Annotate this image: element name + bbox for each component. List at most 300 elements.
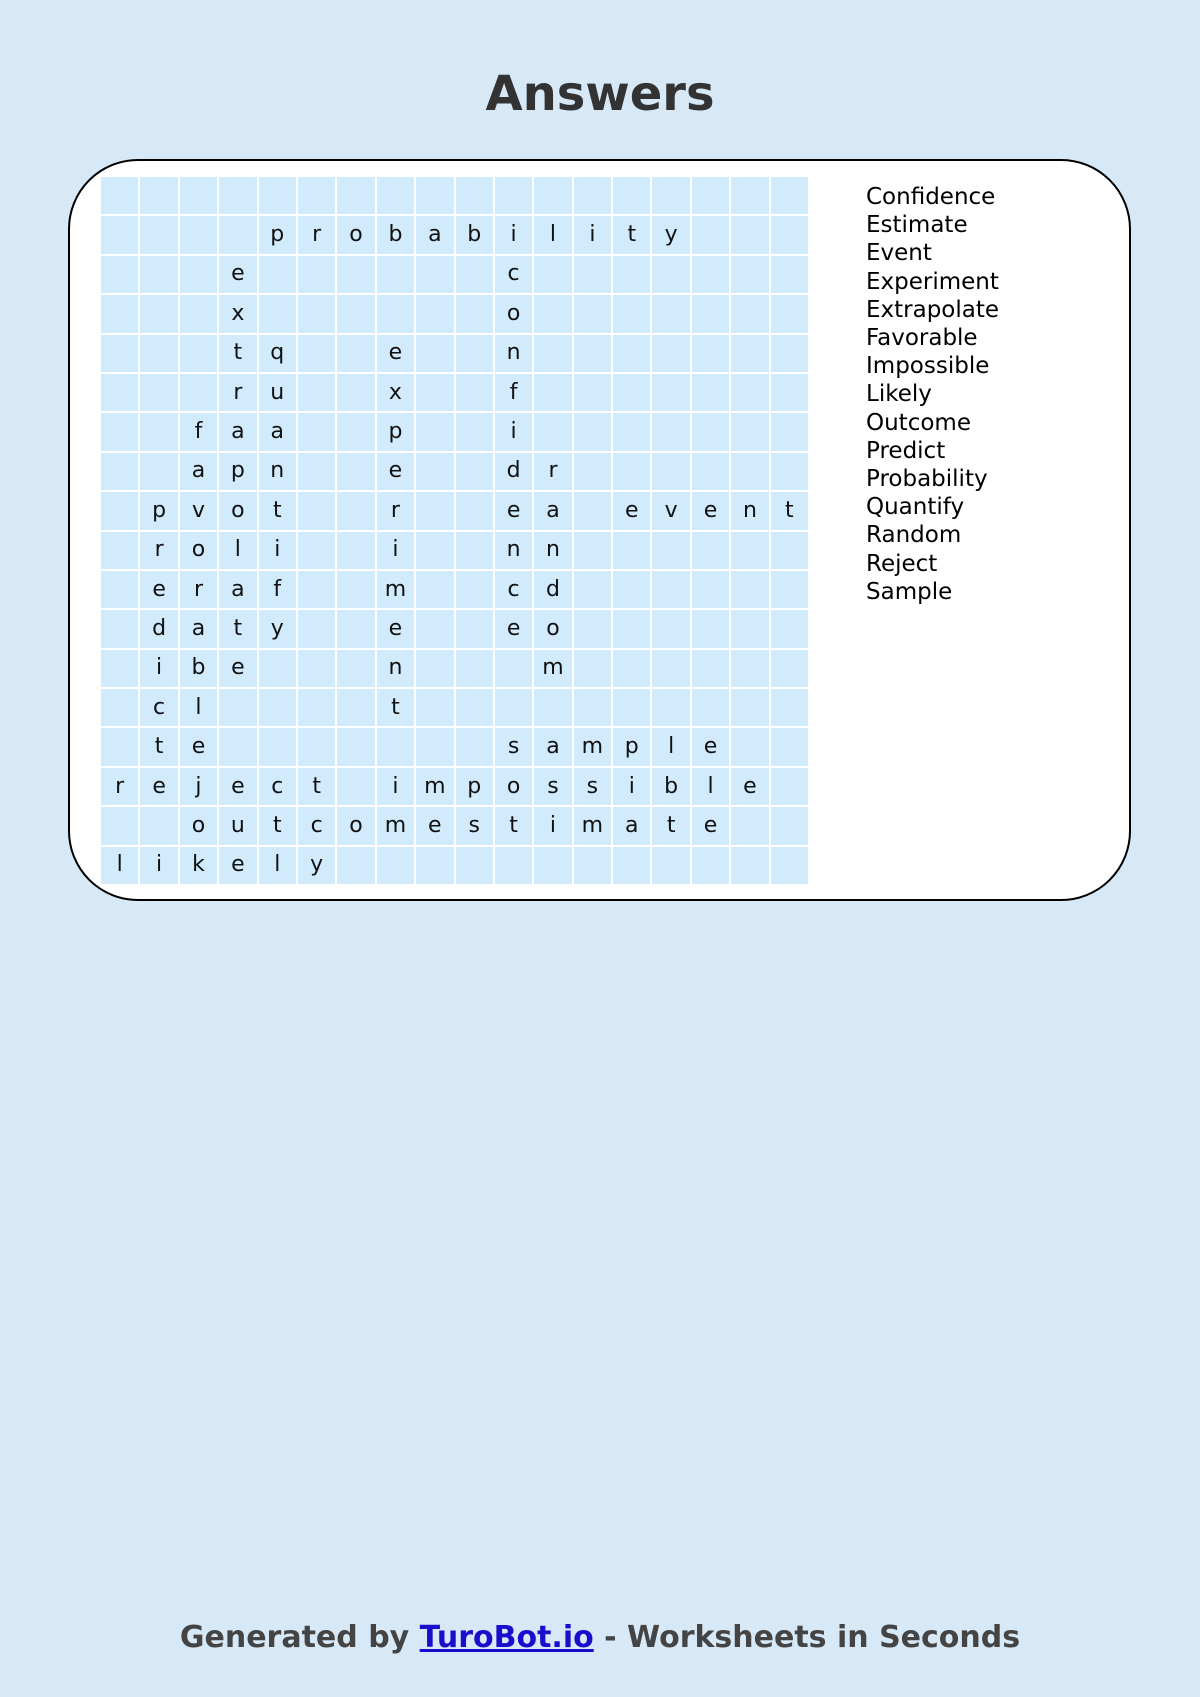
grid-cell: v [180, 492, 217, 529]
grid-cell [731, 689, 768, 726]
grid-cell [337, 532, 374, 569]
grid-cell [652, 532, 689, 569]
grid-cell [416, 728, 453, 765]
word-list-item: Event [866, 240, 932, 267]
grid-cell [771, 374, 808, 411]
grid-cell [534, 847, 571, 884]
grid-cell: a [534, 492, 571, 529]
grid-cell [692, 847, 729, 884]
grid-cell [613, 847, 650, 884]
grid-cell [652, 689, 689, 726]
grid-cell [652, 847, 689, 884]
grid-cell: e [140, 571, 177, 608]
grid-cell: a [613, 807, 650, 844]
grid-cell: e [219, 847, 256, 884]
grid-cell: e [416, 807, 453, 844]
grid-cell [456, 689, 493, 726]
grid-cell [456, 650, 493, 687]
grid-cell [456, 847, 493, 884]
grid-cell [416, 177, 453, 214]
grid-cell: v [652, 492, 689, 529]
grid-cell [613, 177, 650, 214]
grid-cell [259, 689, 296, 726]
footer [0, 1620, 1200, 1655]
grid-cell [298, 728, 335, 765]
grid-cell: a [219, 413, 256, 450]
grid-cell [101, 295, 138, 332]
grid-cell: s [456, 807, 493, 844]
grid-cell [495, 847, 532, 884]
grid-cell: p [456, 768, 493, 805]
grid-cell: l [259, 847, 296, 884]
grid-cell [652, 177, 689, 214]
grid-cell: t [377, 689, 414, 726]
grid-cell [140, 256, 177, 293]
grid-cell: e [377, 610, 414, 647]
grid-cell [692, 532, 729, 569]
grid-cell [337, 610, 374, 647]
grid-cell [692, 413, 729, 450]
grid-cell [574, 177, 611, 214]
grid-cell [652, 374, 689, 411]
grid-cell [416, 847, 453, 884]
grid-cell: r [140, 532, 177, 569]
grid-cell: o [495, 295, 532, 332]
grid-cell [456, 413, 493, 450]
grid-cell [456, 532, 493, 569]
grid-cell [219, 689, 256, 726]
grid-cell: m [574, 728, 611, 765]
grid-cell [534, 413, 571, 450]
grid-cell [101, 807, 138, 844]
grid-cell [652, 256, 689, 293]
grid-cell: f [180, 413, 217, 450]
grid-cell: d [140, 610, 177, 647]
word-list-item: Outcome [866, 409, 971, 436]
grid-cell [771, 532, 808, 569]
grid-cell: r [534, 453, 571, 490]
grid-cell [416, 453, 453, 490]
grid-cell [416, 492, 453, 529]
grid-cell: o [534, 610, 571, 647]
grid-cell: l [101, 847, 138, 884]
grid-cell [140, 177, 177, 214]
grid-cell [180, 295, 217, 332]
grid-cell: e [377, 335, 414, 372]
grid-cell: e [219, 768, 256, 805]
footer-suffix: - Worksheets in Seconds [593, 1620, 1021, 1655]
word-list-item: Sample [866, 578, 953, 605]
grid-cell: m [534, 650, 571, 687]
grid-cell [377, 256, 414, 293]
grid-cell [140, 413, 177, 450]
grid-cell [495, 689, 532, 726]
grid-cell: e [613, 492, 650, 529]
grid-cell [692, 374, 729, 411]
grid-cell [574, 335, 611, 372]
grid-cell [771, 453, 808, 490]
grid-cell: i [534, 807, 571, 844]
grid-cell: t [259, 492, 296, 529]
grid-cell [337, 374, 374, 411]
grid-cell [456, 610, 493, 647]
grid-cell [574, 610, 611, 647]
grid-cell: i [377, 532, 414, 569]
grid-cell: u [259, 374, 296, 411]
grid-cell [692, 650, 729, 687]
grid-cell: x [377, 374, 414, 411]
word-list-item: Experiment [866, 268, 999, 295]
grid-cell: x [219, 295, 256, 332]
grid-cell [180, 335, 217, 372]
grid-cell [574, 492, 611, 529]
grid-cell: e [692, 728, 729, 765]
grid-cell [219, 177, 256, 214]
grid-cell [298, 532, 335, 569]
grid-cell: d [534, 571, 571, 608]
grid-cell [534, 177, 571, 214]
grid-cell: i [140, 847, 177, 884]
grid-cell [337, 177, 374, 214]
grid-cell: e [692, 807, 729, 844]
grid-cell: p [140, 492, 177, 529]
grid-cell [180, 216, 217, 253]
grid-cell [771, 295, 808, 332]
grid-cell: t [259, 807, 296, 844]
grid-cell: p [377, 413, 414, 450]
grid-cell: b [652, 768, 689, 805]
grid-cell [416, 610, 453, 647]
grid-cell: f [495, 374, 532, 411]
grid-cell [771, 689, 808, 726]
grid-cell [337, 571, 374, 608]
grid-cell [140, 453, 177, 490]
grid-cell [140, 295, 177, 332]
grid-cell: t [613, 216, 650, 253]
grid-cell: b [456, 216, 493, 253]
grid-cell [731, 807, 768, 844]
grid-cell: c [495, 571, 532, 608]
grid-cell [416, 650, 453, 687]
grid-cell: d [495, 453, 532, 490]
grid-cell [416, 295, 453, 332]
grid-cell: a [259, 413, 296, 450]
grid-cell [692, 453, 729, 490]
grid-cell [337, 256, 374, 293]
grid-cell: r [101, 768, 138, 805]
grid-cell [534, 374, 571, 411]
grid-cell [298, 610, 335, 647]
grid-cell: k [180, 847, 217, 884]
grid-cell [771, 335, 808, 372]
grid-cell: e [219, 256, 256, 293]
grid-cell [574, 689, 611, 726]
word-list [866, 183, 999, 606]
grid-cell: i [377, 768, 414, 805]
grid-cell [259, 650, 296, 687]
grid-cell: n [731, 492, 768, 529]
grid-cell: c [140, 689, 177, 726]
grid-cell [534, 335, 571, 372]
word-list-item: Random [866, 522, 962, 549]
grid-cell [456, 492, 493, 529]
word-list-item: Probability [866, 466, 988, 493]
grid-cell [219, 216, 256, 253]
grid-cell: q [259, 335, 296, 372]
letter-grid [101, 177, 808, 884]
grid-cell [692, 571, 729, 608]
grid-cell [298, 453, 335, 490]
grid-cell [140, 374, 177, 411]
word-list-item: Extrapolate [866, 296, 1000, 323]
grid-cell [652, 413, 689, 450]
grid-cell [731, 177, 768, 214]
grid-cell: p [613, 728, 650, 765]
grid-cell [731, 650, 768, 687]
grid-cell [731, 335, 768, 372]
grid-cell [574, 650, 611, 687]
grid-cell [298, 295, 335, 332]
grid-cell: m [574, 807, 611, 844]
word-list-item: Impossible [866, 353, 990, 380]
grid-cell [337, 728, 374, 765]
grid-cell [692, 335, 729, 372]
page-title: Answers [485, 66, 715, 122]
grid-cell [574, 532, 611, 569]
grid-cell: p [219, 453, 256, 490]
grid-cell [101, 256, 138, 293]
grid-cell [652, 571, 689, 608]
grid-cell [298, 374, 335, 411]
grid-cell [495, 177, 532, 214]
grid-cell [101, 571, 138, 608]
grid-cell: o [495, 768, 532, 805]
grid-cell: u [219, 807, 256, 844]
grid-cell: c [298, 807, 335, 844]
grid-cell [771, 807, 808, 844]
grid-cell: y [259, 610, 296, 647]
grid-cell [259, 295, 296, 332]
grid-cell [613, 610, 650, 647]
grid-cell [613, 256, 650, 293]
grid-cell [377, 295, 414, 332]
grid-cell: a [416, 216, 453, 253]
grid-cell [298, 256, 335, 293]
grid-cell [731, 847, 768, 884]
grid-cell: t [140, 728, 177, 765]
grid-cell: t [219, 610, 256, 647]
grid-cell [731, 610, 768, 647]
grid-cell [771, 610, 808, 647]
grid-cell: e [495, 492, 532, 529]
grid-cell [652, 610, 689, 647]
turobot-link[interactable]: TuroBot.io [419, 1620, 594, 1655]
grid-cell [613, 532, 650, 569]
grid-cell [613, 295, 650, 332]
grid-cell: l [219, 532, 256, 569]
grid-cell: y [652, 216, 689, 253]
grid-cell: m [416, 768, 453, 805]
grid-cell [377, 728, 414, 765]
grid-cell [771, 768, 808, 805]
grid-cell: e [692, 492, 729, 529]
grid-cell: i [495, 216, 532, 253]
grid-cell [731, 216, 768, 253]
grid-cell [337, 295, 374, 332]
grid-cell [219, 728, 256, 765]
grid-cell [101, 532, 138, 569]
grid-cell [101, 177, 138, 214]
grid-cell [692, 216, 729, 253]
grid-cell: m [377, 807, 414, 844]
grid-cell [456, 571, 493, 608]
grid-cell: n [534, 532, 571, 569]
grid-cell: e [219, 650, 256, 687]
grid-cell [613, 413, 650, 450]
footer-prefix: Generated by [179, 1620, 420, 1655]
grid-cell: p [259, 216, 296, 253]
grid-cell [534, 256, 571, 293]
grid-cell: o [180, 532, 217, 569]
grid-cell: o [337, 216, 374, 253]
grid-cell [298, 689, 335, 726]
grid-cell [692, 295, 729, 332]
grid-cell [180, 256, 217, 293]
grid-cell [298, 650, 335, 687]
grid-cell [692, 689, 729, 726]
grid-cell [101, 689, 138, 726]
grid-cell [456, 374, 493, 411]
grid-cell [456, 728, 493, 765]
grid-cell [298, 335, 335, 372]
grid-cell [337, 335, 374, 372]
grid-cell [613, 335, 650, 372]
grid-cell: n [377, 650, 414, 687]
grid-cell [337, 650, 374, 687]
grid-cell [101, 216, 138, 253]
grid-cell [692, 177, 729, 214]
grid-cell [101, 413, 138, 450]
grid-cell [337, 768, 374, 805]
grid-cell [180, 177, 217, 214]
grid-cell: a [180, 453, 217, 490]
grid-cell [731, 413, 768, 450]
grid-cell: t [219, 335, 256, 372]
grid-cell [456, 177, 493, 214]
grid-cell: b [180, 650, 217, 687]
grid-cell [574, 295, 611, 332]
word-list-item: Favorable [866, 325, 978, 352]
grid-cell [771, 650, 808, 687]
grid-cell: r [298, 216, 335, 253]
grid-cell [416, 374, 453, 411]
grid-cell: t [652, 807, 689, 844]
grid-cell [613, 650, 650, 687]
grid-cell [416, 256, 453, 293]
word-list-item: Reject [866, 550, 938, 577]
grid-cell [298, 177, 335, 214]
grid-cell [574, 847, 611, 884]
grid-cell [298, 492, 335, 529]
grid-cell: f [259, 571, 296, 608]
grid-cell: s [574, 768, 611, 805]
grid-cell: e [377, 453, 414, 490]
grid-cell: c [495, 256, 532, 293]
grid-cell: n [259, 453, 296, 490]
grid-cell [101, 728, 138, 765]
word-list-item: Confidence [866, 184, 996, 210]
grid-cell [416, 571, 453, 608]
grid-cell [574, 413, 611, 450]
grid-cell [574, 256, 611, 293]
grid-cell: s [495, 728, 532, 765]
grid-cell [259, 728, 296, 765]
grid-cell [731, 453, 768, 490]
grid-cell [731, 532, 768, 569]
word-list-item: Likely [866, 381, 932, 408]
grid-cell [731, 295, 768, 332]
grid-cell [456, 295, 493, 332]
grid-cell: l [692, 768, 729, 805]
grid-cell: j [180, 768, 217, 805]
grid-cell [377, 847, 414, 884]
grid-cell [140, 335, 177, 372]
grid-cell [771, 216, 808, 253]
grid-cell [771, 256, 808, 293]
grid-cell: l [652, 728, 689, 765]
grid-cell: b [377, 216, 414, 253]
grid-cell [771, 413, 808, 450]
grid-cell [456, 453, 493, 490]
grid-cell: n [495, 532, 532, 569]
grid-cell [101, 335, 138, 372]
grid-cell [613, 453, 650, 490]
grid-cell: a [180, 610, 217, 647]
grid-cell [652, 453, 689, 490]
grid-cell: t [495, 807, 532, 844]
grid-cell [613, 689, 650, 726]
grid-cell: o [337, 807, 374, 844]
grid-cell [771, 728, 808, 765]
grid-cell [101, 453, 138, 490]
grid-cell [456, 335, 493, 372]
grid-cell [337, 492, 374, 529]
grid-cell [337, 413, 374, 450]
grid-cell [495, 650, 532, 687]
grid-cell [692, 256, 729, 293]
grid-cell [534, 295, 571, 332]
grid-cell [101, 650, 138, 687]
grid-cell: r [219, 374, 256, 411]
grid-cell: e [495, 610, 532, 647]
grid-cell: m [377, 571, 414, 608]
grid-cell: t [771, 492, 808, 529]
grid-cell: t [298, 768, 335, 805]
grid-cell [101, 374, 138, 411]
grid-cell: i [574, 216, 611, 253]
grid-cell: e [180, 728, 217, 765]
grid-cell: n [495, 335, 532, 372]
grid-cell [416, 689, 453, 726]
grid-cell [731, 256, 768, 293]
grid-cell [731, 728, 768, 765]
grid-cell [692, 610, 729, 647]
grid-cell [574, 453, 611, 490]
grid-cell: i [613, 768, 650, 805]
grid-cell [298, 571, 335, 608]
grid-cell [259, 256, 296, 293]
grid-cell: l [534, 216, 571, 253]
